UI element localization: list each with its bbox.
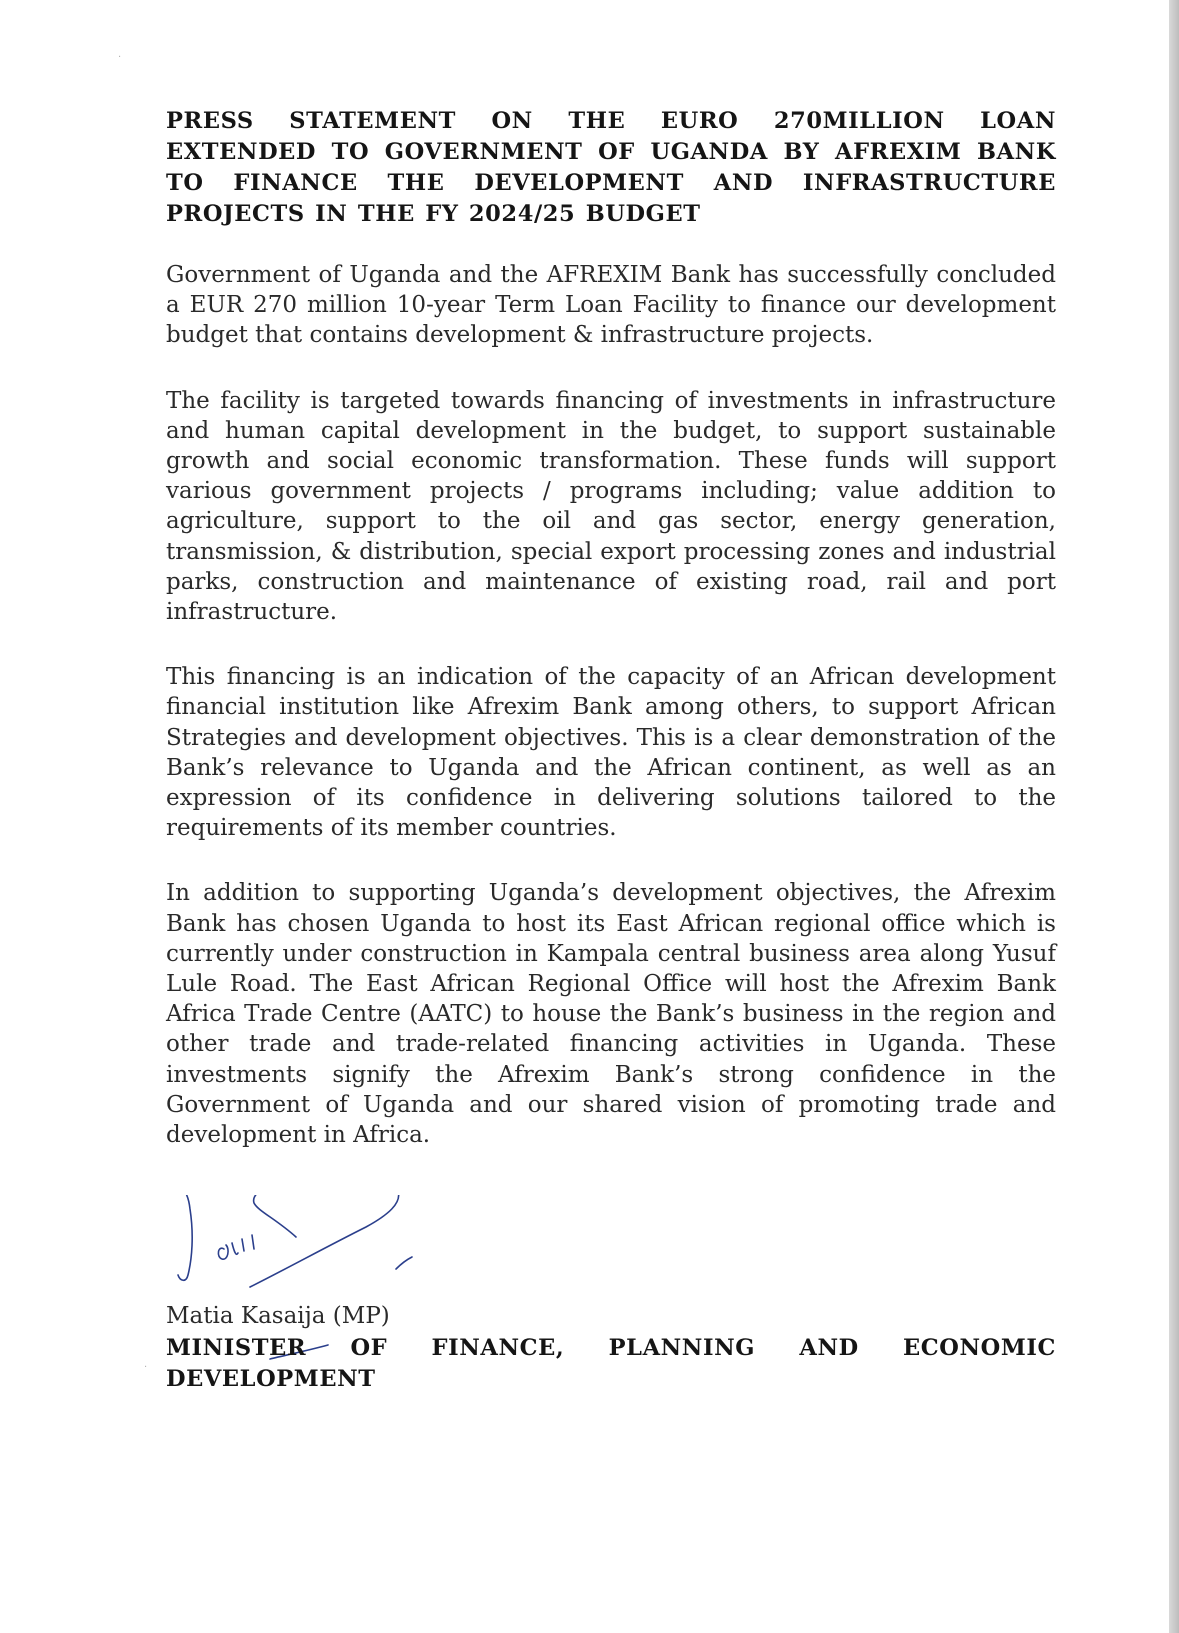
signature-stroke-2 — [254, 1195, 296, 1237]
paragraph-2: The facility is targeted towards financing of investments in infrastructure and human capital development in the budget, to support sustainable growth and social economic transformation. These funds will support various government projects / programs including; value addition to agriculture, support to the oil and gas sector, energy generation, transmission, & distribution, special export processing zones and industrial parks, construction and maintenance of existing road, rail and port infrastructure. — [166, 387, 1056, 626]
paragraph-3: This financing is an indication of the capacity of an African development financial institution like Afrexim Bank among others, to support African Strategies and development objectives. This is a clear demonstration of the Bank’s relevance to Uganda and the African continent, as well as an expression of its confidence in delivering solutions tailored to the requirements of its member countries. — [166, 664, 1056, 842]
signature-stroke-1 — [171, 1195, 192, 1280]
signature-block — [166, 1195, 1056, 1435]
signature-stroke-3 — [218, 1235, 254, 1259]
scan-speck: · — [118, 52, 122, 63]
paragraph-1: Government of Uganda and the AFREXIM Bank has successfully concluded a EUR 270 million 10-year Term Loan Facility to finance our development budget that contains development & infrastructure projects. — [166, 262, 1056, 349]
scan-speck: · — [144, 1362, 148, 1373]
press-statement-title: PRESS STATEMENT ON THE EURO 270MILLION LOAN EXTENDED TO GOVERNMENT OF UGANDA BY AFREXIM BANK TO FINANCE THE DEVELOPMENT AND INFRASTRUCTURE PROJECTS IN THE FY 2024/25 BUDGET — [166, 108, 1056, 227]
paragraph-4: In addition to supporting Uganda’s development objectives, the Afrexim Bank has chosen Uganda to host its East African regional office which is currently under construction in Kampala central business area along Yusuf Lule Road. The East African Regional Office will host the Afrexim Bank Africa Trade Centre (AATC) to house the Bank’s business in the region and other trade and trade-related financing activities in Uganda. These investments signify the Afrexim Bank’s strong confidence in the Government of Uganda and our shared vision of promoting trade and development in Africa. — [166, 880, 1056, 1149]
signature-stroke-5 — [396, 1257, 412, 1269]
page-edge-shadow — [1169, 0, 1179, 1633]
signatory-name: Matia Kasaija (MP) — [166, 1303, 390, 1329]
signature-stroke-4 — [250, 1195, 399, 1287]
signatory-title: MINISTER OF FINANCE, PLANNING AND ECONOMIC DEVELOPMENT — [166, 1335, 1056, 1392]
document-body — [166, 106, 1056, 1185]
